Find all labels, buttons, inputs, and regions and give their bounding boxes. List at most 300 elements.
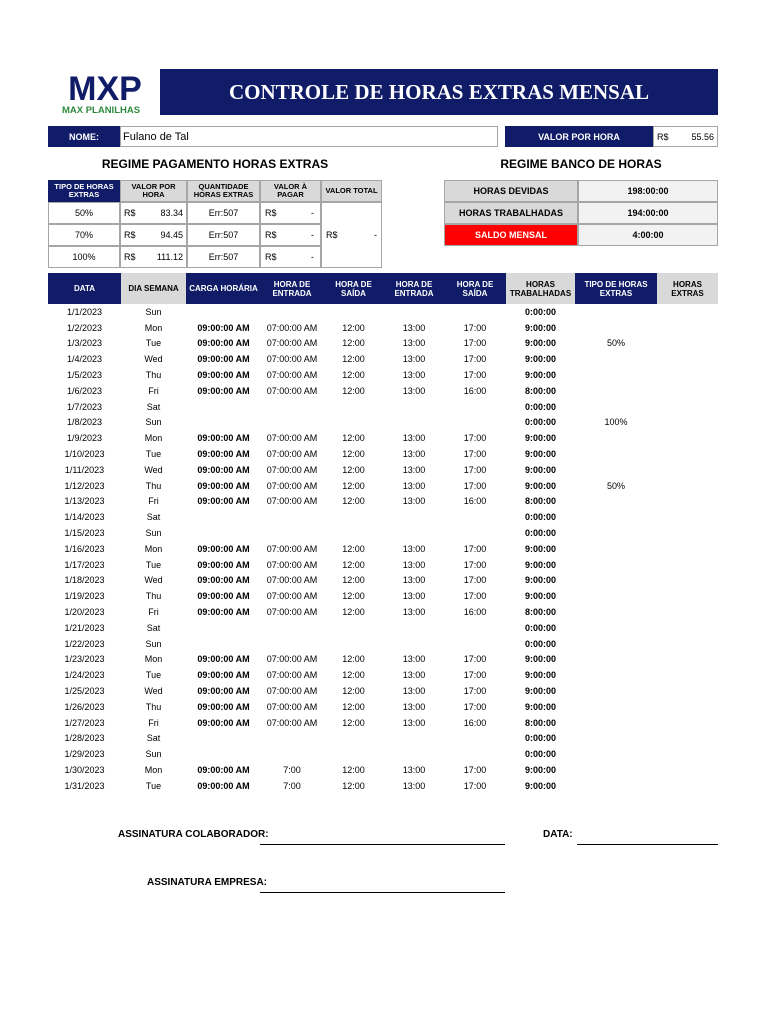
table-cell: 12:00 [342,670,365,681]
col-carga-horaria: CARGA HORÁRIA [186,273,261,304]
name-label: NOME: [48,126,120,147]
quantidade-cell: Err:507 [187,224,260,246]
table-cell: 0:00:00 [524,733,557,744]
quantidade-cell: Err:507 [187,246,260,268]
table-cell: 09:00:00 AM [197,780,250,791]
table-cell: 0:00:00 [524,417,557,428]
table-cell: 12:00 [342,370,365,381]
table-cell: 09:00:00 AM [197,322,250,333]
table-cell: 1/29/2023 [64,749,105,760]
col-tipo-horas-extras: TIPO DE HORAS EXTRAS [575,273,657,304]
rate-value: 55.56 [691,131,714,142]
table-cell: 13:00 [402,385,426,396]
table-row [48,430,718,446]
table-cell: Tue [145,559,162,570]
col-tipo-horas-extras: TIPO DE HORAS EXTRAS [48,180,120,202]
table-cell: Tue [145,449,162,460]
table-cell: 9:00:00 [524,780,557,791]
table-row [48,478,718,494]
table-cell: 07:00:00 AM [266,607,318,618]
table-cell: 9:00:00 [524,354,557,365]
table-cell: 12:00 [342,322,365,333]
table-cell: 12:00 [342,607,365,618]
table-cell: 13:00 [402,370,426,381]
table-cell: 9:00:00 [524,370,557,381]
table-cell: 12:00 [342,496,365,507]
table-cell: Sun [145,749,162,760]
table-cell: 09:00:00 AM [197,370,250,381]
valor-pagar-cell [260,202,321,224]
table-row [48,336,718,352]
table-cell: 9:00:00 [524,338,557,349]
table-cell: 13:00 [402,654,426,665]
table-cell: 07:00:00 AM [266,480,318,491]
table-cell: 7:00 [283,780,301,791]
table-cell: Wed [144,575,163,586]
table-cell: 0:00:00 [524,512,557,523]
table-row [48,667,718,683]
table-cell: 9:00:00 [524,559,557,570]
table-cell: Sun [145,638,162,649]
banco-label-2: SALDO MENSAL [444,224,578,246]
col-data: DATA [48,273,121,304]
table-cell: Fri [148,496,159,507]
table-cell: 17:00 [463,591,487,602]
table-cell: 13:00 [402,322,426,333]
table-row [48,320,718,336]
table-cell: Mon [144,765,163,775]
table-cell: 1/13/2023 [64,496,105,507]
table-cell: 13:00 [402,354,426,365]
table-cell: 13:00 [402,607,426,618]
table-cell: 9:00:00 [524,654,557,665]
table-cell: 12:00 [342,433,365,444]
table-cell: Sat [146,401,161,412]
table-cell: Tue [145,780,162,791]
col-valor-pagar: VALOR À PAGAR [260,180,321,202]
table-cell: 12:00 [342,717,365,728]
table-cell: 9:00:00 [524,575,557,586]
tipo-horas-cell: 70% [48,224,120,246]
tipo-horas-cell: 50% [48,202,120,224]
table-row [48,683,718,699]
table-cell: 1/30/2023 [64,765,105,775]
table-cell: 09:00:00 AM [197,559,250,570]
table-cell: 13:00 [402,480,426,491]
table-cell: 12:00 [342,686,365,697]
table-cell: 17:00 [463,354,487,365]
table-cell: 1/23/2023 [64,654,105,665]
col-hora-entrada-1: HORA DE ENTRADA [261,273,323,304]
regime-banco-title: REGIME BANCO DE HORAS [500,157,662,171]
table-cell: 9:00:00 [524,322,557,333]
table-cell: Sat [146,512,161,523]
table-cell: 1/16/2023 [64,543,105,554]
table-cell: 17:00 [463,701,487,712]
valor-pagar-value: - [311,230,314,240]
table-row [48,731,718,747]
table-cell: 09:00:00 AM [197,717,250,728]
table-cell: 09:00:00 AM [197,765,250,775]
table-cell: 1/6/2023 [66,385,103,396]
table-cell: 07:00:00 AM [266,543,318,554]
table-cell: 07:00:00 AM [266,496,318,507]
table-row [48,541,718,557]
col-horas-extras: HORAS EXTRAS [657,273,718,304]
table-cell: 13:00 [402,701,426,712]
table-cell: 07:00:00 AM [266,433,318,444]
table-cell: 9:00:00 [524,543,557,554]
table-cell: 16:00 [463,717,487,728]
table-row [48,509,718,525]
currency-symbol: R$ [124,230,136,240]
table-cell: 1/14/2023 [64,512,105,523]
table-cell: 17:00 [463,686,487,697]
table-cell: Sun [145,306,162,317]
table-cell: 12:00 [342,543,365,554]
table-cell: Thu [145,701,162,712]
table-cell: 8:00:00 [524,385,557,396]
table-cell: 1/8/2023 [66,417,103,428]
table-row [48,699,718,715]
table-row [48,762,718,778]
table-cell: 0:00:00 [524,528,557,539]
table-cell: Mon [144,654,163,665]
table-cell: 07:00:00 AM [266,559,318,570]
table-cell: Mon [144,543,163,554]
table-cell: 07:00:00 AM [266,686,318,697]
table-cell: 9:00:00 [524,449,557,460]
table-cell: 17:00 [463,575,487,586]
table-cell: 1/26/2023 [64,701,105,712]
table-cell: 13:00 [402,765,426,775]
table-cell: 13:00 [402,686,426,697]
currency-symbol: R$ [124,252,136,262]
table-cell: 9:00:00 [524,433,557,444]
table-cell: 17:00 [463,654,487,665]
signature-company-label: ASSINATURA EMPRESA: [147,877,268,888]
table-cell: 8:00:00 [524,717,557,728]
valor-hora-value: 94.45 [160,230,183,240]
table-cell: 16:00 [463,385,487,396]
table-cell: 8:00:00 [524,496,557,507]
table-row [48,304,718,320]
banco-value-2: 4:00:00 [578,224,718,246]
table-cell: Tue [145,670,162,681]
table-cell: 12:00 [342,385,365,396]
table-cell: Wed [144,686,163,697]
rate-label: VALOR POR HORA [505,126,653,147]
table-cell: Fri [148,607,159,618]
page-title: CONTROLE DE HORAS EXTRAS MENSAL [160,69,718,115]
table-cell: 9:00:00 [524,464,557,475]
signature-date-label: DATA: [543,829,573,840]
table-cell: Mon [144,322,163,333]
table-row [48,604,718,620]
table-cell: 1/24/2023 [64,670,105,681]
col-horas-trabalhadas: HORAS TRABALHADAS [506,273,575,304]
table-cell: 07:00:00 AM [266,385,318,396]
signature-employee-label: ASSINATURA COLABORADOR: [118,829,269,840]
valor-pagar-value: - [311,252,314,262]
table-cell: Thu [145,370,162,381]
table-cell: Fri [148,717,159,728]
table-row [48,620,718,636]
table-cell: 07:00:00 AM [266,717,318,728]
table-cell: 1/22/2023 [64,638,105,649]
table-cell: 17:00 [463,433,487,444]
table-cell: Sun [145,528,162,539]
table-cell: 17:00 [463,559,487,570]
table-row [48,446,718,462]
table-cell: 17:00 [463,480,487,491]
table-cell: 7:00 [283,765,301,775]
table-cell: 12:00 [342,449,365,460]
table-cell: 13:00 [402,559,426,570]
table-cell: 12:00 [342,654,365,665]
table-cell: 17:00 [463,464,487,475]
table-cell: Sun [145,417,162,428]
table-row [48,746,718,762]
table-cell: 09:00:00 AM [197,686,250,697]
table-row [48,525,718,541]
col-quantidade-horas: QUANTIDADE HORAS EXTRAS [187,180,260,202]
table-row [48,367,718,383]
currency-symbol: R$ [265,230,277,240]
table-cell: 1/28/2023 [64,733,105,744]
valor-pagar-value: - [311,208,314,218]
table-cell: 09:00:00 AM [197,543,250,554]
signature-company-line[interactable] [260,891,505,893]
table-cell: 1/12/2023 [64,480,105,491]
table-cell: 13:00 [402,575,426,586]
currency-symbol: R$ [265,252,277,262]
table-cell: 12:00 [342,701,365,712]
table-row [48,588,718,604]
signature-employee-line[interactable] [260,843,505,845]
table-cell: 1/20/2023 [64,607,105,618]
table-cell: 13:00 [402,464,426,475]
table-cell: 9:00:00 [524,670,557,681]
table-cell: 0:00:00 [524,401,557,412]
table-cell: Sat [146,733,161,744]
table-cell: 9:00:00 [524,480,557,491]
table-row [48,778,718,794]
table-cell: 8:00:00 [524,607,557,618]
valor-hora-cell [120,246,187,268]
table-cell: 09:00:00 AM [197,496,250,507]
table-row [48,494,718,510]
table-cell: 13:00 [402,780,426,791]
table-cell: 07:00:00 AM [266,591,318,602]
table-cell: 17:00 [463,780,487,791]
currency-symbol: R$ [265,208,277,218]
table-cell: 1/31/2023 [64,780,105,791]
table-cell: 13:00 [402,338,426,349]
table-cell: 12:00 [342,354,365,365]
table-cell: Mon [144,433,163,444]
table-cell: 12:00 [342,765,365,775]
timesheet-body [48,304,718,794]
table-cell: 07:00:00 AM [266,654,318,665]
valor-hora-cell [120,224,187,246]
rate-field[interactable] [653,126,718,147]
table-cell: Thu [145,480,162,491]
table-cell: 12:00 [342,575,365,586]
table-cell: Thu [145,591,162,602]
table-cell: 12:00 [342,464,365,475]
max-planilhas-logo [55,70,155,116]
table-cell: 50% [606,480,625,491]
table-cell: 12:00 [342,591,365,602]
table-cell: Wed [144,354,163,365]
table-cell: 17:00 [463,670,487,681]
table-cell: 07:00:00 AM [266,701,318,712]
table-cell: 17:00 [463,322,487,333]
table-cell: 1/27/2023 [64,717,105,728]
table-cell: 0:00:00 [524,306,557,317]
table-cell: 1/21/2023 [64,622,105,633]
table-cell: 1/15/2023 [64,528,105,539]
col-hora-saida-2: HORA DE SAÍDA [444,273,506,304]
table-cell: 17:00 [463,449,487,460]
table-cell: 1/25/2023 [64,686,105,697]
col-valor-total: VALOR TOTAL [321,180,382,202]
table-cell: 13:00 [402,449,426,460]
col-hora-saida-1: HORA DE SAÍDA [323,273,384,304]
logo-text: MAX PLANILHAS [61,105,141,116]
table-cell: 1/7/2023 [66,401,103,412]
col-dia-semana: DIA SEMANA [121,273,186,304]
table-row [48,415,718,431]
name-field[interactable]: Fulano de Tal [120,126,498,147]
tipo-horas-cell: 100% [48,246,120,268]
table-cell: 07:00:00 AM [266,354,318,365]
table-cell: 1/9/2023 [66,433,103,444]
table-cell: Fri [148,385,159,396]
table-cell: 9:00:00 [524,765,557,775]
table-cell: 07:00:00 AM [266,670,318,681]
table-cell: 09:00:00 AM [197,701,250,712]
table-cell: 0:00:00 [524,749,557,760]
banco-value-0: 198:00:00 [578,180,718,202]
table-cell: 12:00 [342,559,365,570]
table-cell: 07:00:00 AM [266,322,318,333]
timesheet-header [48,273,718,304]
signature-date-line[interactable] [577,843,718,845]
table-cell: 12:00 [342,780,365,791]
table-cell: 13:00 [402,591,426,602]
table-row [48,652,718,668]
table-cell: 1/18/2023 [64,575,105,586]
banco-label-1: HORAS TRABALHADAS [444,202,578,224]
col-valor-por-hora: VALOR POR HORA [120,180,187,202]
table-cell: 16:00 [463,607,487,618]
table-cell: 1/11/2023 [64,464,105,475]
table-cell: 09:00:00 AM [197,480,250,491]
table-cell: 13:00 [402,717,426,728]
table-cell: 09:00:00 AM [197,449,250,460]
banco-label-0: HORAS DEVIDAS [444,180,578,202]
table-row [48,351,718,367]
table-cell: 17:00 [463,765,487,775]
table-cell: 07:00:00 AM [266,370,318,381]
table-cell: 13:00 [402,433,426,444]
table-cell: 1/1/2023 [66,306,103,317]
valor-total-value: - [374,230,377,240]
table-cell: 09:00:00 AM [197,575,250,586]
table-cell: 09:00:00 AM [197,338,250,349]
table-cell: 12:00 [342,480,365,491]
table-cell: 1/3/2023 [66,338,103,349]
table-cell: 07:00:00 AM [266,449,318,460]
table-cell: Tue [145,338,162,349]
table-cell: 100% [604,417,628,428]
logo-mark: MXP [68,70,142,108]
table-cell: 1/4/2023 [66,354,103,365]
table-cell: 09:00:00 AM [197,354,250,365]
table-cell: 9:00:00 [524,701,557,712]
valor-hora-value: 83.34 [160,208,183,218]
valor-total-cell [321,202,382,268]
table-cell: 09:00:00 AM [197,670,250,681]
table-cell: 17:00 [463,338,487,349]
table-cell: 09:00:00 AM [197,607,250,618]
table-cell: 16:00 [463,496,487,507]
valor-hora-value: 111.12 [156,252,183,262]
table-cell: 1/2/2023 [66,322,103,333]
table-cell: 9:00:00 [524,686,557,697]
table-cell: 12:00 [342,338,365,349]
table-cell: 07:00:00 AM [266,575,318,586]
table-cell: 09:00:00 AM [197,654,250,665]
quantidade-cell: Err:507 [187,202,260,224]
col-hora-entrada-2: HORA DE ENTRADA [384,273,444,304]
table-cell: 09:00:00 AM [197,385,250,396]
table-cell: 13:00 [402,496,426,507]
table-cell: 50% [606,338,625,349]
table-cell: 1/5/2023 [66,370,103,381]
table-cell: 1/19/2023 [64,591,105,602]
currency-symbol: R$ [124,208,136,218]
regime-pagamento-title: REGIME PAGAMENTO HORAS EXTRAS [101,157,329,171]
valor-pagar-cell [260,246,321,268]
table-cell: 09:00:00 AM [197,591,250,602]
logo-graphic [55,70,155,116]
table-row [48,383,718,399]
table-cell: 07:00:00 AM [266,338,318,349]
valor-total-currency: R$ [326,230,338,240]
table-cell: 9:00:00 [524,591,557,602]
table-cell: 0:00:00 [524,638,557,649]
table-cell: 17:00 [463,543,487,554]
table-cell: 07:00:00 AM [266,464,318,475]
table-row [48,399,718,415]
valor-pagar-cell [260,224,321,246]
table-row [48,636,718,652]
table-row [48,715,718,731]
rate-currency: R$ [657,131,669,142]
table-cell: Wed [144,464,163,475]
table-row [48,573,718,589]
valor-hora-cell [120,202,187,224]
table-cell: 1/17/2023 [64,559,105,570]
table-cell: 1/10/2023 [64,449,105,460]
banco-value-1: 194:00:00 [578,202,718,224]
table-cell: 13:00 [402,543,426,554]
table-cell: 09:00:00 AM [197,433,250,444]
table-row [48,557,718,573]
